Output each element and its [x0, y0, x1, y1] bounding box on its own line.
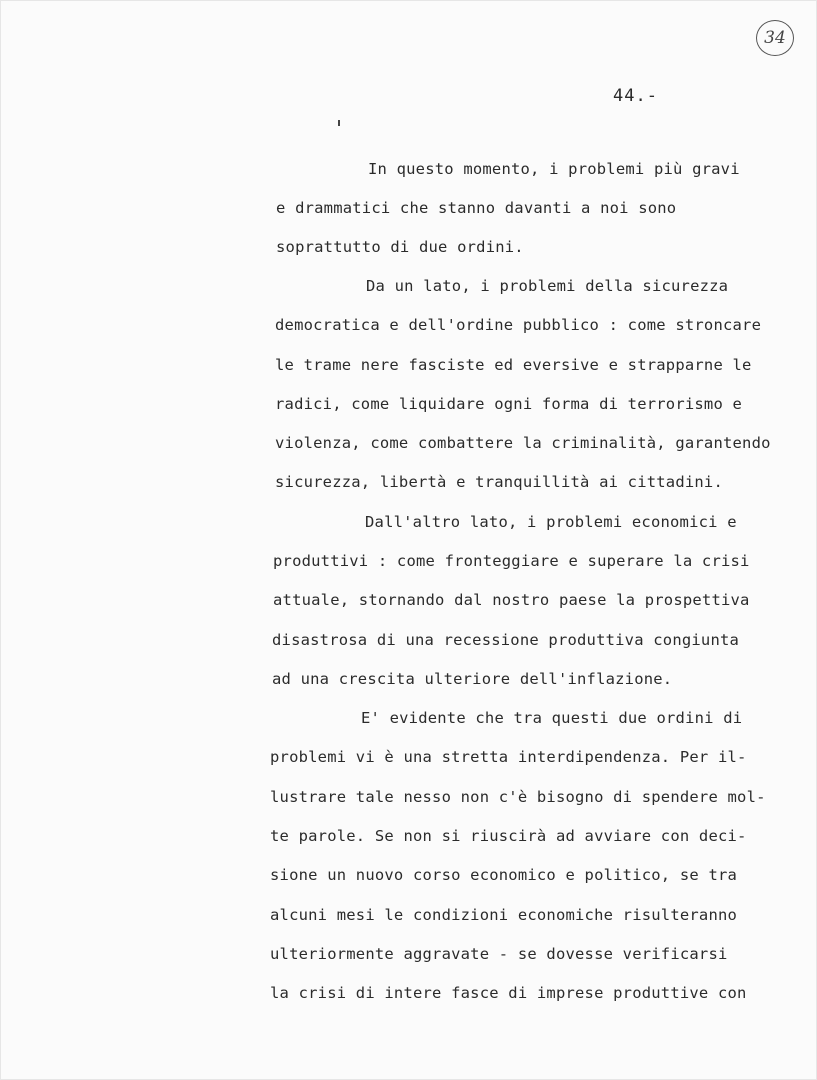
text-line: disastrosa di una recessione produttiva congiunta — [272, 631, 740, 649]
text-line: In questo momento, i problemi più gravi — [368, 160, 740, 178]
text-line: sicurezza, libertà e tranquillità ai cittadini. — [275, 473, 723, 491]
text-line: alcuni mesi le condizioni economiche risulteranno — [270, 906, 738, 924]
text-line: Da un lato, i problemi della sicurezza — [366, 277, 729, 295]
text-line: te parole. Se non si riuscirà ad avviare con deci- — [270, 827, 747, 845]
archive-stamp — [756, 20, 794, 56]
text-line: ulteriormente aggravate - se dovesse verificarsi — [270, 945, 728, 963]
text-line: sione un nuovo corso economico e politico, se tra — [270, 866, 738, 884]
text-line: Dall'altro lato, i problemi economici e — [365, 513, 737, 531]
text-line: le trame nere fasciste ed eversive e strapparne le — [275, 356, 752, 374]
text-line: e drammatici che stanno davanti a noi sono — [276, 199, 677, 217]
text-line: produttivi : come fronteggiare e superare la crisi — [273, 552, 750, 570]
text-line: violenza, come combattere la criminalità, garantendo — [275, 434, 771, 452]
text-line: problemi vi è una stretta interdipendenza. Per il- — [270, 748, 747, 766]
archive-stamp-number: 34 — [764, 28, 786, 48]
text-line: attuale, stornando dal nostro paese la prospettiva — [273, 591, 750, 609]
text-line: radici, come liquidare ogni forma di terrorismo e — [275, 395, 743, 413]
text-line: ad una crescita ulteriore dell'inflazione. — [272, 670, 673, 688]
ink-mark — [338, 120, 340, 126]
text-line: democratica e dell'ordine pubblico : come stroncare — [275, 316, 762, 334]
text-line: soprattutto di due ordini. — [276, 238, 524, 256]
text-line: lustrare tale nesso non c'è bisogno di spendere mol- — [270, 788, 766, 806]
text-line: la crisi di intere fasce di imprese produttive con — [270, 984, 747, 1002]
page-number: 44.- — [613, 86, 658, 106]
text-line: E' evidente che tra questi due ordini di — [361, 709, 743, 727]
